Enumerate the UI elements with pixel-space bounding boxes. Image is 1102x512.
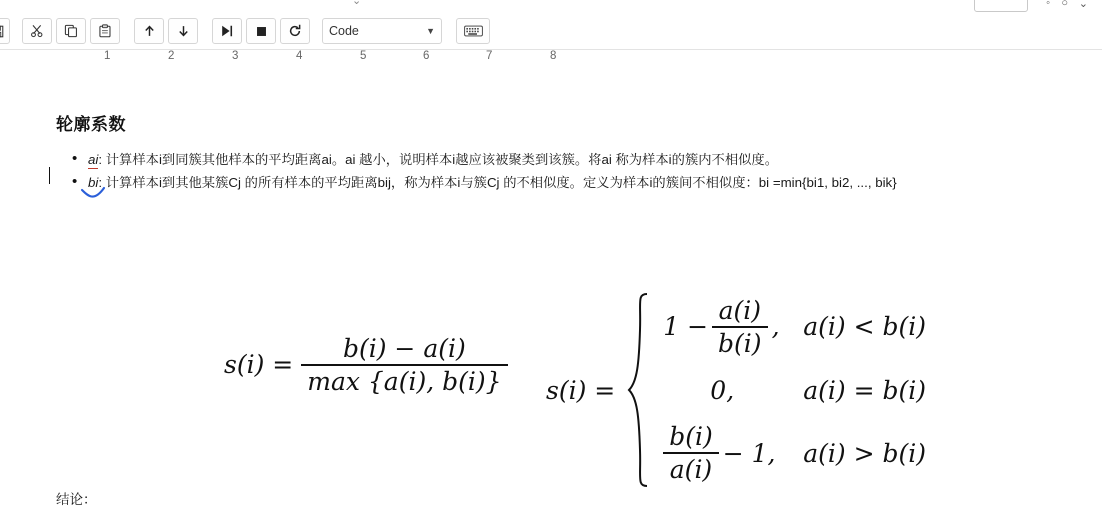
toolbar-stop-button[interactable] [246, 18, 276, 44]
ruler-tick: 6 [423, 50, 430, 62]
chevron-down-icon: ▼ [426, 26, 435, 36]
horizontal-ruler [0, 50, 1102, 68]
case-expression [663, 295, 781, 359]
ruler-tick: 8 [550, 50, 557, 62]
conclusion-label: 结论： [56, 492, 97, 507]
case-row [663, 421, 926, 485]
top-ghost-input[interactable] [974, 0, 1028, 12]
case-row [663, 376, 926, 405]
case-numerator: a(i) [718, 296, 762, 325]
copy-icon [64, 24, 78, 38]
top-ghost-icon-3[interactable]: ⌄ [1078, 0, 1088, 10]
stop-icon [255, 25, 268, 38]
piecewise-cases [663, 295, 926, 485]
case-numerator: b(i) [669, 422, 713, 452]
page-title: 轮廓系数 [56, 115, 126, 134]
toolbar-cut-button[interactable] [22, 18, 52, 44]
scissors-icon [30, 24, 44, 38]
notebook-toolbar [0, 12, 1102, 50]
list-item-text: 计算样本i到其他某簇Cj 的所有样本的平均距离bij，称为样本i与簇Cj 的不相似度。定义为样本i的簇间不相似度：bi =min{bi1, bi2, ..., bik} [105, 175, 897, 190]
case-expression [663, 421, 781, 485]
term-separator: : [98, 152, 103, 167]
case-lead: 0, [710, 375, 735, 405]
restart-icon [288, 24, 302, 38]
formula-silhouette-piecewise [546, 290, 926, 490]
case-fraction [663, 421, 719, 485]
ruler-tick: 1 [104, 50, 111, 62]
toolbar-paste-button[interactable] [90, 18, 120, 44]
document-canvas[interactable] [12, 68, 1088, 512]
toolbar-move-down-button[interactable] [168, 18, 198, 44]
formula-silhouette-ratio [224, 333, 508, 397]
ruler-tick: 7 [486, 50, 493, 62]
formula-left-fraction [301, 333, 507, 397]
ruler-tick: 2 [168, 50, 175, 62]
toolbar-move-up-button[interactable] [134, 18, 164, 44]
toolbar-run-button[interactable] [212, 18, 242, 44]
case-condition: a(i) = b(i) [803, 375, 926, 405]
formula-left-denominator: max {a(i), b(i)} [307, 366, 502, 396]
case-condition: a(i) > b(i) [803, 438, 926, 468]
term-separator: : [98, 175, 103, 190]
arrow-down-icon [177, 24, 190, 38]
left-curly-brace-icon [625, 290, 653, 490]
arrow-up-icon [143, 24, 156, 38]
formula-left-numerator: b(i) − a(i) [342, 334, 466, 363]
case-tail: , [771, 312, 780, 342]
case-condition: a(i) < b(i) [803, 312, 926, 342]
list-item-text: 计算样本i到同簇其他样本的平均距离ai。ai 越小，说明样本i越应该被聚类到该簇。将ai 称为样本i的簇内不相似度。 [105, 152, 779, 167]
toolbar-save-button[interactable] [0, 18, 10, 44]
paste-icon [98, 24, 112, 38]
ruler-tick: 5 [360, 50, 367, 62]
case-lead: 1 − [663, 312, 709, 342]
list-item [70, 148, 1068, 171]
save-icon [0, 25, 4, 38]
toolbar-command-palette-button[interactable] [456, 18, 490, 44]
blue-check-annotation-icon [80, 186, 114, 208]
ruler-tick: 4 [296, 50, 303, 62]
list-item [70, 171, 1068, 194]
case-fraction [712, 295, 768, 359]
ruler-tick: 3 [232, 50, 239, 62]
definition-list [70, 148, 1068, 194]
cell-type-select[interactable] [322, 18, 442, 44]
formula-left-lhs: s(i) = [224, 350, 294, 380]
formula-region [12, 228, 1088, 488]
case-tail: − 1, [722, 438, 776, 468]
case-denominator: a(i) [669, 455, 713, 484]
window-top-strip [0, 0, 1102, 12]
text-cursor [49, 167, 50, 184]
formula-right-lhs: s(i) = [546, 375, 616, 405]
top-ghost-icon-2[interactable]: ○ [1061, 0, 1068, 9]
term-ai: ai [88, 152, 99, 167]
run-icon [220, 24, 234, 38]
term-bi: bi [88, 175, 99, 190]
top-ghost-icon-1[interactable]: ◦ [1046, 0, 1050, 9]
case-denominator: b(i) [718, 328, 762, 358]
toolbar-copy-button[interactable] [56, 18, 86, 44]
top-ghost-label: ⌄ [352, 0, 362, 7]
case-expression [663, 376, 781, 405]
cell-type-value: Code [329, 24, 359, 38]
toolbar-restart-button[interactable] [280, 18, 310, 44]
case-row [663, 295, 926, 359]
keyboard-icon [464, 25, 483, 37]
